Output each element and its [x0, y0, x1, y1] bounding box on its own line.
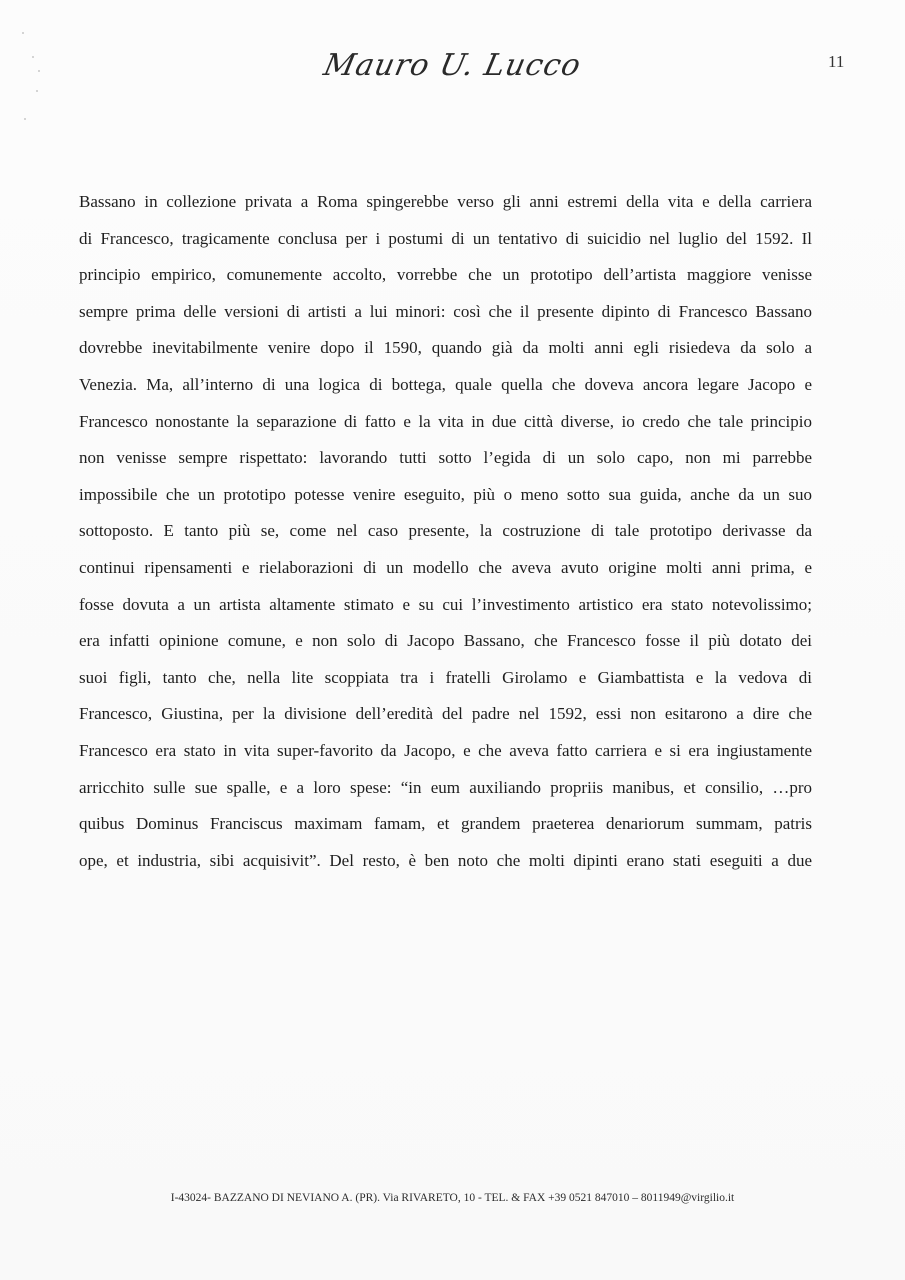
text-line: Francesco era stato in vita super-favorito da Jacopo, e che aveva fatto carriera e si era ingiustamente [79, 740, 812, 760]
text-line: continui ripensamenti e rielaborazioni di un modello che aveva avuto origine molti anni prima, e [79, 557, 812, 577]
text-line: sempre prima delle versioni di artisti a lui minori: così che il presente dipinto di Francesco Bassano [79, 301, 812, 321]
text-line: principio empirico, comunemente accolto, vorrebbe che un prototipo dell’artista maggiore venisse [79, 265, 812, 285]
letterhead-signature-name: Mauro U. Lucco [320, 48, 585, 83]
text-line: impossibile che un prototipo potesse venire eseguito, più o meno sotto sua guida, anche da un suo [79, 484, 812, 504]
text-line: suoi figli, tanto che, nella lite scoppiata tra i fratelli Girolamo e Giambattista e la vedova di [79, 667, 812, 687]
text-line: dovrebbe inevitabilmente venire dopo il 1590, quando già da molti anni egli risiedeva da solo a [79, 338, 812, 358]
text-line: quibus Dominus Franciscus maximam famam, et grandem praeterea denariorum summam, patris [79, 814, 812, 834]
footer-address: I-43024- BAZZANO DI NEVIANO A. (PR). Via RIVARETO, 10 - TEL. & FAX +39 0521 847010 – 8011949@virgilio.it [170, 1192, 735, 1204]
text-line: era infatti opinione comune, e non solo di Jacopo Bassano, che Francesco fosse il più dotato dei [79, 631, 812, 651]
text-line: fosse dovuta a un artista altamente stimato e su cui l’investimento artistico era stato notevolissimo; [79, 594, 812, 614]
text-line: Bassano in collezione privata a Roma spingerebbe verso gli anni estremi della vita e della carriera [79, 192, 812, 211]
body-text [79, 184, 812, 879]
text-line: sottoposto. E tanto più se, come nel caso presente, la costruzione di tale prototipo derivasse da [79, 521, 812, 541]
text-line: di Francesco, tragicamente conclusa per i postumi di un tentativo di suicidio nel luglio del 1592. Il [79, 228, 812, 248]
text-line: Francesco, Giustina, per la divisione dell’eredità del padre nel 1592, essi non esitarono a dire che [79, 704, 812, 724]
text-line: arricchito sulle sue spalle, e a loro spese: “in eum auxiliando propriis manibus, et consilio, …pro [79, 777, 812, 797]
text-line: ope, et industria, sibi acquisivit”. Del resto, è ben noto che molti dipinti erano stati eseguiti a due [79, 850, 812, 870]
page-number: 11 [828, 52, 845, 71]
text-line: Francesco nonostante la separazione di fatto e la vita in due città diverse, io credo che tale principio [79, 411, 812, 431]
text-line: Venezia. Ma, all’interno di una logica di bottega, quale quella che doveva ancora legare Jacopo e [79, 374, 812, 394]
text-line: non venisse sempre rispettato: lavorando tutti sotto l’egida di un solo capo, non mi parrebbe [79, 448, 812, 468]
